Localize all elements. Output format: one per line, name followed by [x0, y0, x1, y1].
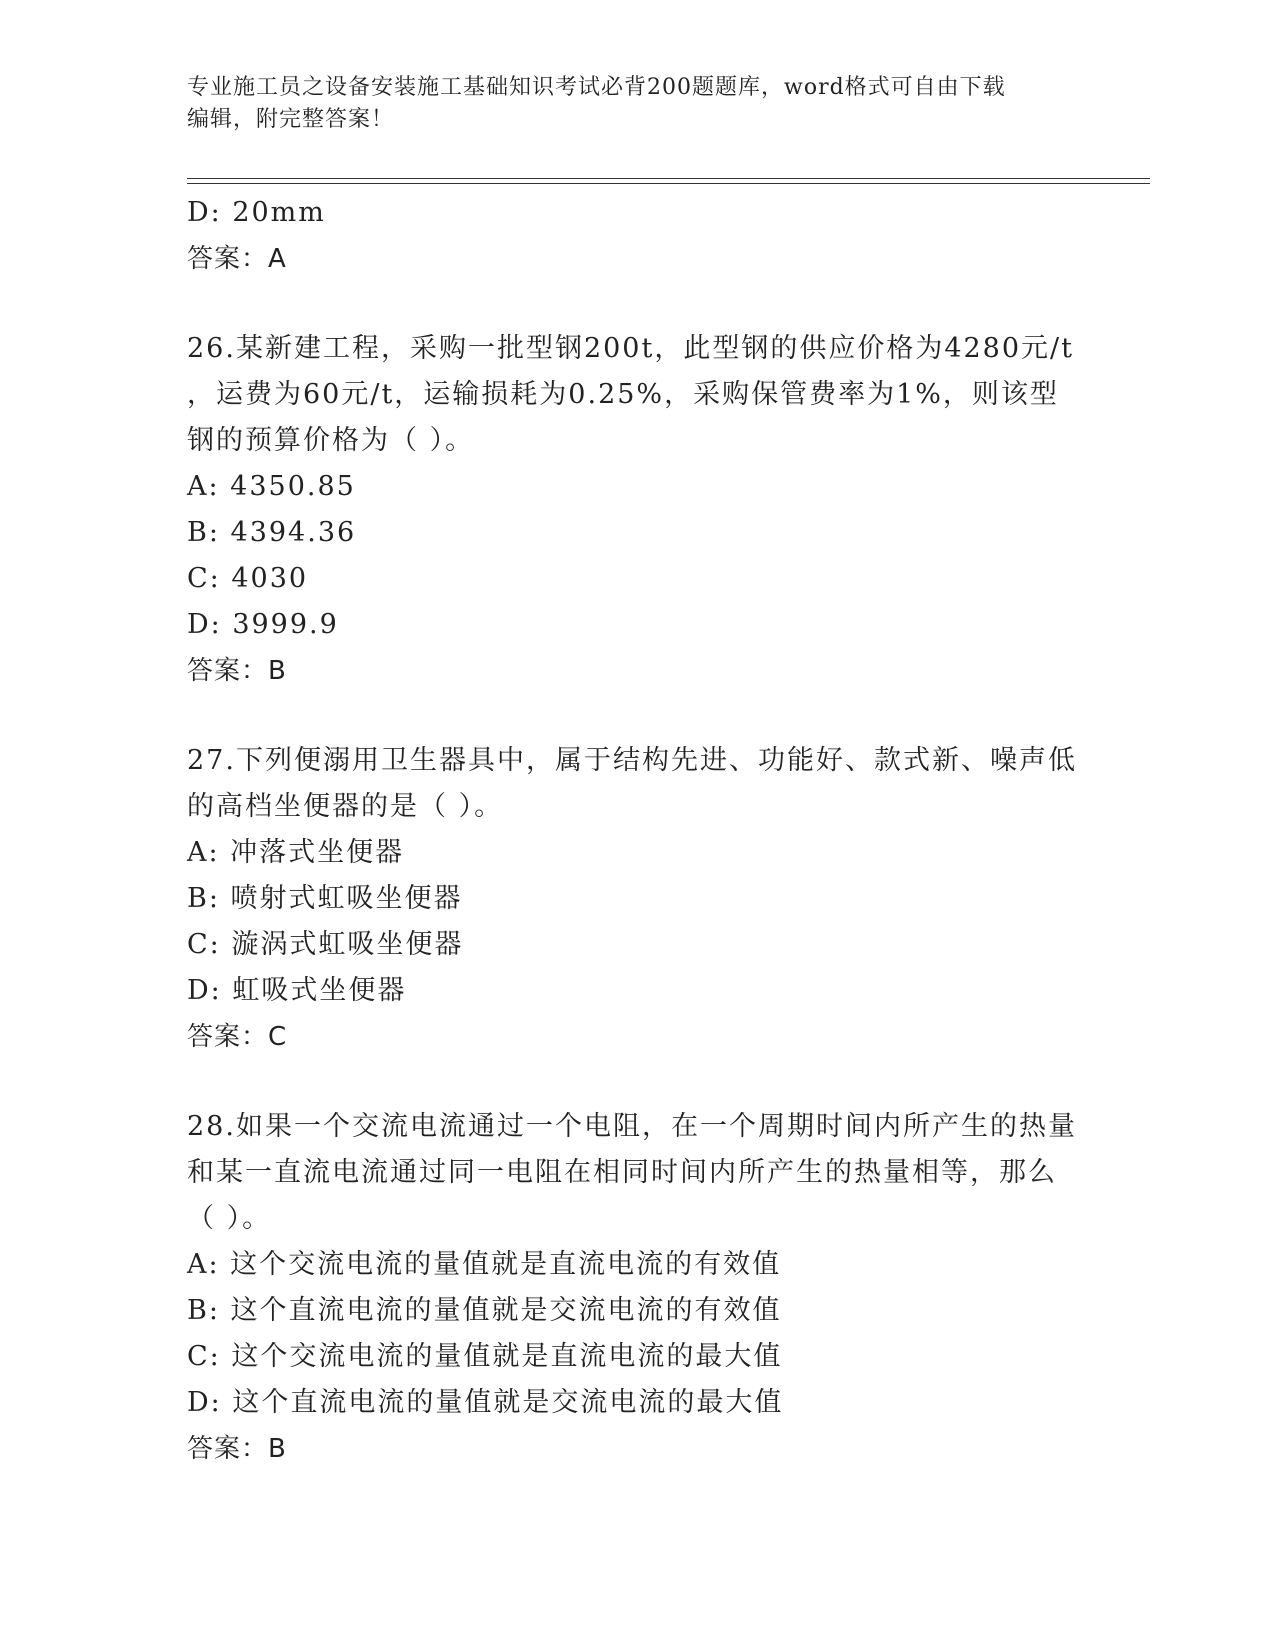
option-a: A: 冲落式坐便器 [187, 837, 405, 868]
header-line-1: 专业施工员之设备安装施工基础知识考试必背200题题库，word格式可自由下载 [187, 75, 1006, 100]
document-header [187, 72, 1087, 136]
option-b: B: 这个直流电流的量值就是交流电流的有效值 [187, 1295, 782, 1326]
previous-question-tail [187, 190, 1087, 282]
option-a: A: 4350.85 [187, 471, 356, 502]
question-stem-line: 钢的预算价格为（ ）。 [187, 425, 475, 456]
header-divider-top [187, 178, 1150, 179]
question-stem-line: 和某一直流电流通过同一电阻在相同时间内所产生的热量相等，那么 [187, 1157, 1057, 1188]
question-stem-line: 27.下列便溺用卫生器具中，属于结构先进、功能好、款式新、噪声低 [187, 745, 1077, 776]
option-c: C: 这个交流电流的量值就是直流电流的最大值 [187, 1341, 783, 1372]
question-stem-line: （ ）。 [187, 1203, 272, 1234]
option-d: D: 3999.9 [187, 609, 339, 640]
answer-line: 答案：C [187, 1022, 288, 1052]
option-b: B: 喷射式虹吸坐便器 [187, 883, 463, 914]
header-line-2: 编辑，附完整答案！ [187, 107, 395, 132]
option-d: D: 这个直流电流的量值就是交流电流的最大值 [187, 1387, 784, 1418]
question-stem-line: 28.如果一个交流电流通过一个电阻，在一个周期时间内所产生的热量 [187, 1111, 1077, 1142]
option-d: D: 虹吸式坐便器 [187, 975, 407, 1006]
header-divider-bottom [187, 183, 1150, 184]
question-28 [187, 1104, 1087, 1472]
answer-line: 答案：A [187, 244, 287, 274]
question-27 [187, 738, 1087, 1060]
question-stem-line: 的高档坐便器的是（ ）。 [187, 791, 504, 822]
option-d: D: 20mm [187, 197, 326, 228]
option-c: C: 4030 [187, 563, 309, 594]
document-body [187, 190, 1087, 1472]
question-stem-line: ，运费为60元/t，运输损耗为0.25%，采购保管费率为1%，则该型 [187, 379, 1059, 410]
option-c: C: 漩涡式虹吸坐便器 [187, 929, 464, 960]
option-a: A: 这个交流电流的量值就是直流电流的有效值 [187, 1249, 782, 1280]
question-stem-line: 26.某新建工程，采购一批型钢200t，此型钢的供应价格为4280元/t [187, 333, 1074, 364]
option-b: B: 4394.36 [187, 517, 357, 548]
question-26 [187, 326, 1087, 694]
answer-line: 答案：B [187, 656, 287, 686]
answer-line: 答案：B [187, 1434, 287, 1464]
